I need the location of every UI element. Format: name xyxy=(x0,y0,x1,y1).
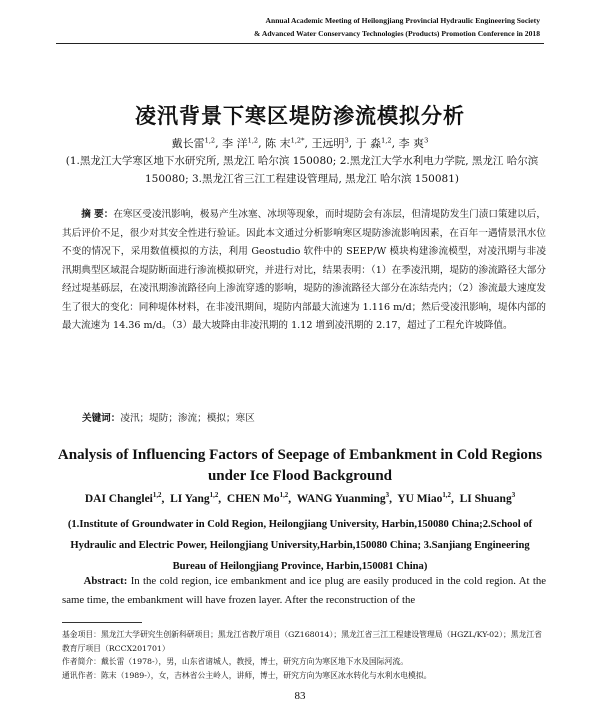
author-en: DAI Changlei$^{1,2}$ xyxy=(84,492,162,505)
author-cn: 陈 末$^{1,2*}$ xyxy=(265,136,305,150)
author-cn: 王远明$^3$ xyxy=(311,136,349,150)
keywords-cn-text: 凌汛；堤防；渗流；模拟；寒区 xyxy=(120,413,255,424)
author-cn: 于 淼$^{1,2}$ xyxy=(355,136,392,150)
abstract-en xyxy=(62,572,546,610)
keywords-cn xyxy=(82,410,255,424)
author-en: WANG Yuanming$^3$ xyxy=(296,492,390,505)
authors-cn: 戴长雷$^{1,2}$, 李 洋$^{1,2}$, 陈 末$^{1,2*}$, 王远明$^3$, 于 淼$^{1,2}$, 李 爽$^3$ xyxy=(171,136,429,150)
paper-title-en: Analysis of Influencing Factors of Seepage of Embankment in Cold Regions under Ice Flood Background xyxy=(57,447,543,484)
header-rule xyxy=(56,43,544,44)
footnote-rule xyxy=(62,622,142,623)
paper-title-cn: 凌汛背景下寒区堤防渗流模拟分析 xyxy=(135,103,465,128)
affiliation-en: (1.Institute of Groundwater in Cold Region, Heilongjiang University, Harbin,150080 China;2.School of Hydraulic and Electric Power, Heilongjiang University,Harbin,150080 China; 3.Sanjiang Engineering Bureau of Heilongjiang Province, Harbin,150081 China) xyxy=(67,519,533,572)
abstract-cn-text: 在寒区受凌汛影响，极易产生冰塞、冰坝等现象，而时堤防会有冻层，但清堤防发生门渍口策建以后，其后评价不足，很少对其安全性进行验证。因此本文通过分析影响寒区堤防渗流影响因素，在百年一遇情景汛水位不变的情况下，采用数值模拟的方法，利用 Geostudio 软件中的 SEEP/W 模块构建渗流模型，对凌汛期与非凌汛期典型区域混合堤防断面进行渗流模拟研究，并进行对比，结果表明：（1）在季凌汛期，堤防的渗流路径大部分经过堤基砾层，在凌汛期渗流路径向上渗流穿透的影响，堤防的渗流路径大部分在冻结壳内；（2）渗流最大速度发生了很大的变化：同种堤体材料，在非凌汛期间，堤防内部最大流速为 1.116 m/d；然后受凌汛影响，堤体内部的最大流速为 14.36 m/d。（3）最大坡降由非凌汛期的 1.12 增到凌汛期的 2.17，超过了工程允许坡降值。 xyxy=(62,209,546,331)
authors-en: DAI Changlei$^{1,2}$, LI Yang$^{1,2}$, CHEN Mo$^{1,2}$, WANG Yuanming$^3$, YU Miao$^{1,2}$, LI Shuang$^3$ xyxy=(84,492,516,505)
conference-header xyxy=(254,14,540,40)
author-cn: 李 洋$^{1,2}$ xyxy=(222,136,259,150)
author-en: CHEN Mo$^{1,2}$ xyxy=(226,492,289,505)
author-en: LI Shuang$^3$ xyxy=(459,492,516,505)
abstract-cn-label: 摘 要： xyxy=(81,209,114,220)
author-en: LI Yang$^{1,2}$ xyxy=(170,492,219,505)
affiliation-cn: (1.黑龙江大学寒区地下水研究所, 黑龙江 哈尔滨 150080; 2.黑龙江大学水利电力学院, 黑龙江 哈尔滨 150080; 3.黑龙江省三江工程建设管理局, 黑龙江 哈尔滨 150081) xyxy=(65,155,539,185)
author-cn: 戴长雷$^{1,2}$ xyxy=(171,136,216,150)
header-line-2: & Advanced Water Conservancy Technologies (Products) Promotion Conference in 2018 xyxy=(254,29,540,38)
page-number: 83 xyxy=(294,690,306,702)
header-line-1: Annual Academic Meeting of Heilongjiang Provincial Hydraulic Engineering Society xyxy=(265,16,540,25)
abstract-en-label: Abstract: xyxy=(83,575,128,587)
footnote-corresponding: 通讯作者：陈末（1989-），女，吉林省公主岭人，讲师，博士，研究方向为寒区冰水转化与水利水电模拟。 xyxy=(62,670,432,680)
footnote-funding: 基金项目：黑龙江大学研究生创新科研项目；黑龙江省教厅项目（GZ168014）；黑龙江省三江工程建设管理局（HGZL/KY-02）；黑龙江省教育厅项目（RCCX201701） xyxy=(62,630,542,653)
keywords-cn-label: 关键词： xyxy=(82,413,121,424)
footnote-author-bio: 作者简介：戴长雷（1978-），男，山东省诸城人，教授，博士，研究方向为寒区地下水及国际河流。 xyxy=(62,657,409,666)
abstract-en-text: In the cold region, ice embankment and ice plug are easily produced in the cold region. At the same time, the embankment will have frozen layer. After the reconstruction of the xyxy=(62,575,547,606)
footnotes xyxy=(62,628,546,682)
abstract-cn xyxy=(62,206,546,336)
author-cn: 李 爽$^3$ xyxy=(398,136,429,150)
author-en: YU Miao$^{1,2}$ xyxy=(397,492,451,505)
